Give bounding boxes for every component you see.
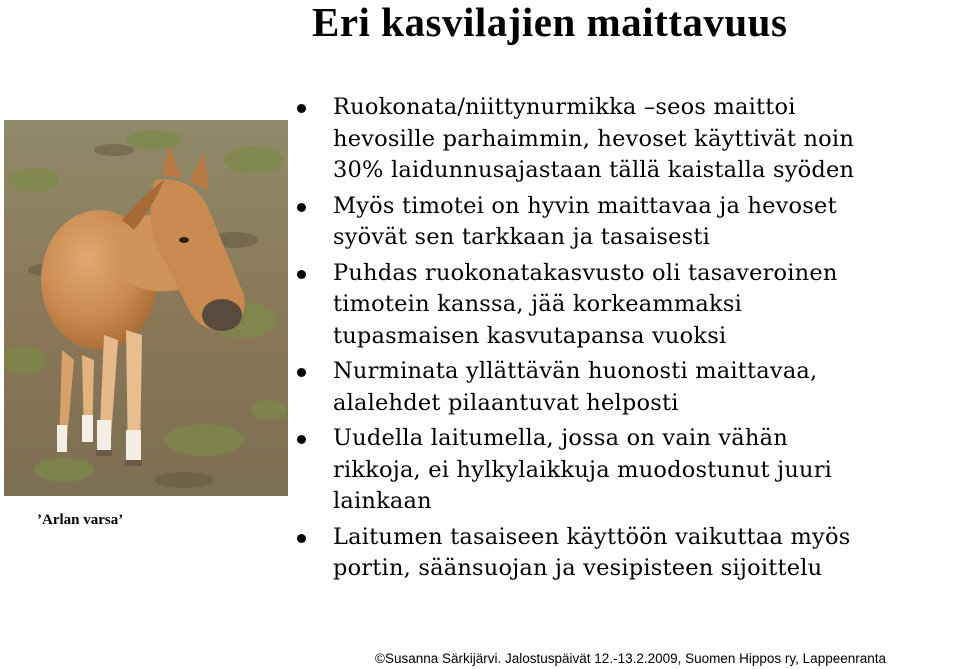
- bullet-dot-icon: [297, 435, 306, 444]
- bullet-list: [295, 92, 960, 589]
- list-item: [295, 92, 960, 187]
- bullet-text: Nurminata yllättävän huonosti maittavaa, alalehdet pilaantuvat helposti: [333, 358, 818, 416]
- foal-illustration: [4, 120, 288, 496]
- footer-copyright: ©Susanna Särkijärvi. Jalostuspäivät 12.-13.2.2009, Suomen Hippos ry, Lappeenranta: [375, 651, 887, 666]
- photo-caption: ’Arlan varsa’: [37, 512, 124, 528]
- bullet-text: Ruokonata/niittynurmikka –seos maittoi hevosille parhaimmin, hevoset käyttivät noin 30% laidunnusajastaan tällä kaistalla syöden: [333, 94, 855, 183]
- slide-title: Eri kasvilajien maittavuus: [312, 0, 788, 45]
- list-item: [295, 258, 960, 353]
- bullet-text: Uudella laitumella, jossa on vain vähän rikkoja, ei hylkylaikkuja muodostunut juuri lainkaan: [333, 425, 833, 514]
- bullet-text: Myös timotei on hyvin maittavaa ja hevoset syövät sen tarkkaan ja tasaisesti: [333, 192, 837, 250]
- bullet-dot-icon: [297, 270, 306, 279]
- list-item: [295, 522, 960, 585]
- bullet-text: Laitumen tasaiseen käyttöön vaikuttaa myös portin, säänsuojan ja vesipisteen sijoittelu: [333, 523, 851, 581]
- list-item: [295, 191, 960, 254]
- list-item: [295, 423, 960, 518]
- bullet-dot-icon: [297, 203, 306, 212]
- bullet-dot-icon: [297, 368, 306, 377]
- bullet-text: Puhdas ruokonatakasvusto oli tasaveroinen timotein kanssa, jää korkeammaksi tupasmaisen kasvutapansa vuoksi: [333, 259, 838, 349]
- bullet-dot-icon: [297, 534, 306, 543]
- foal-photo: [4, 120, 288, 496]
- list-item: [295, 356, 960, 419]
- bullet-dot-icon: [297, 104, 306, 113]
